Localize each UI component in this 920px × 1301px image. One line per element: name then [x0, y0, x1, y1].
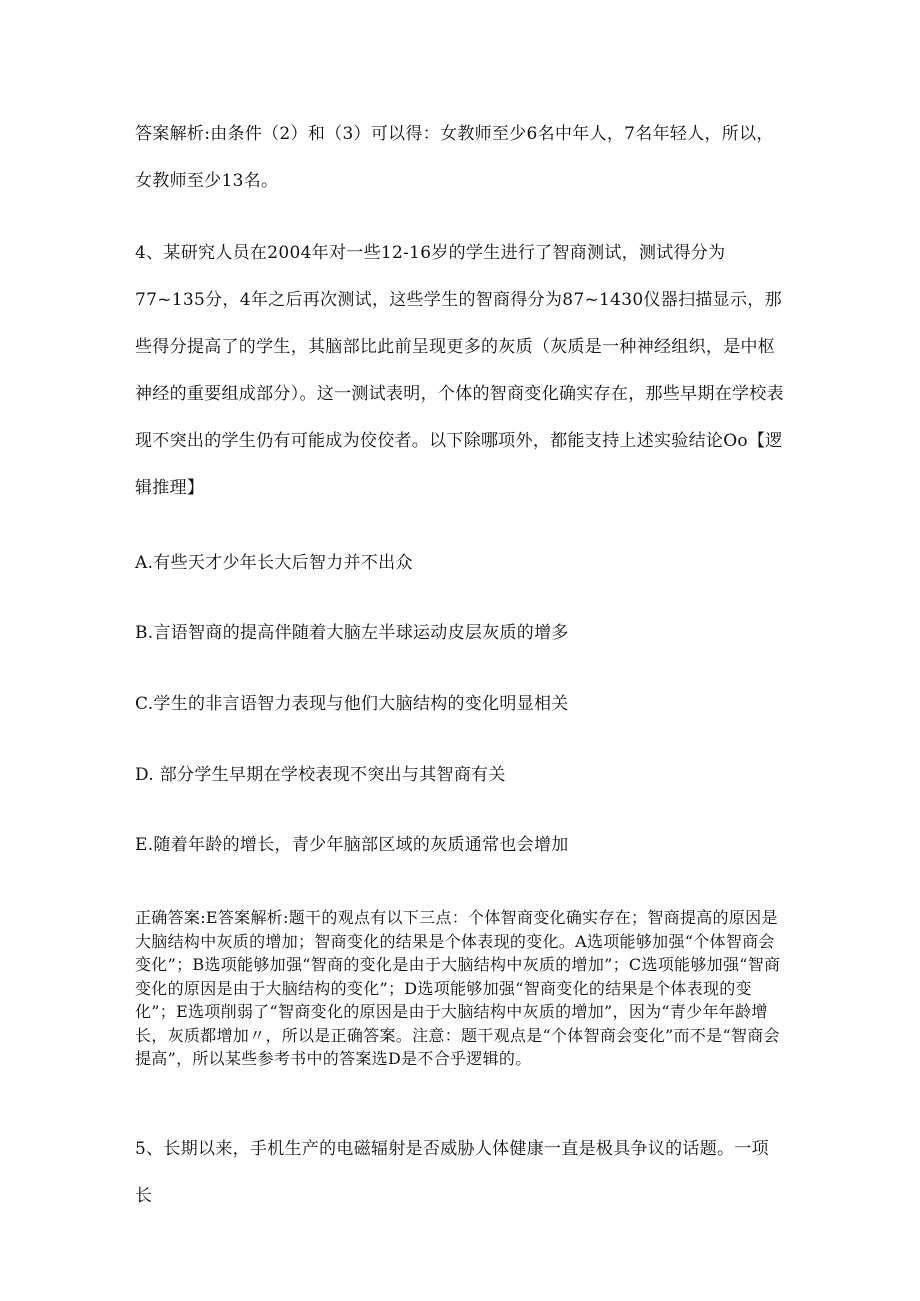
question-4-option-d: D. 部分学生早期在学校表现不突出与其智商有关 — [135, 765, 506, 785]
question-4-stem: 4、某研究人员在2004年对一些12-16岁的学生进行了智商测试，测试得分为77~135分，4年之后再次测试，这些学生的智商得分为87~1430仪器扫描显示，那些得分提高了的学生，其脑部比此前呈现更多的灰质（灰质是一种神经组织，是中枢神经的重要组成部分）。这一测试表明，个体的智商变化确实存在，那些早期在学校表现不突出的学生仍有可能成为佼佼者。以下除哪项外，都能支持上述实验结论Oo【逻辑推理】 — [135, 243, 784, 498]
answer-explanation-3: 答案解析:由条件（2）和（3）可以得：女教师至少6名中年人，7名年轻人，所以，女教师至少13名。 — [135, 124, 774, 191]
question-4-option-e: E.随着年龄的增长，青少年脑部区域的灰质通常也会增加 — [135, 835, 569, 855]
question-4-option-b: B.言语智商的提高伴随着大脑左半球运动皮层灰质的增多 — [135, 623, 569, 643]
question-4-option-a: A.有些天才少年长大后智力并不出众 — [135, 553, 413, 573]
question-5-stem: 5、长期以来，手机生产的电磁辐射是否威胁人体健康一直是极具争议的话题。一项长 — [135, 1139, 769, 1206]
answer-explanation-4: 正确答案:E答案解析:题干的观点有以下三点：个体智商变化确实存在；智商提高的原因是大脑结构中灰质的增加；智商变化的结果是个体表现的变化。A选项能够加强“个体智商会变化”；B选项能够加强“智商的变化是由于大脑结构中灰质的增加”；C选项能够加强“智商变化的原因是由于大脑结构的变化”；D选项能够加强“智商变化的结果是个体表现的变化”；E选项削弱了“智商变化的原因是由于大脑结构中灰质的增加”，因为“青少年年龄增长，灰质都增加〃，所以是正确答案。注意：题干观点是“个体智商会变化”而不是“智商会提高”，所以某些参考书中的答案选D是不合乎逻辑的。 — [135, 908, 781, 1068]
question-4-option-c: C.学生的非言语智力表现与他们大脑结构的变化明显相关 — [135, 694, 569, 714]
